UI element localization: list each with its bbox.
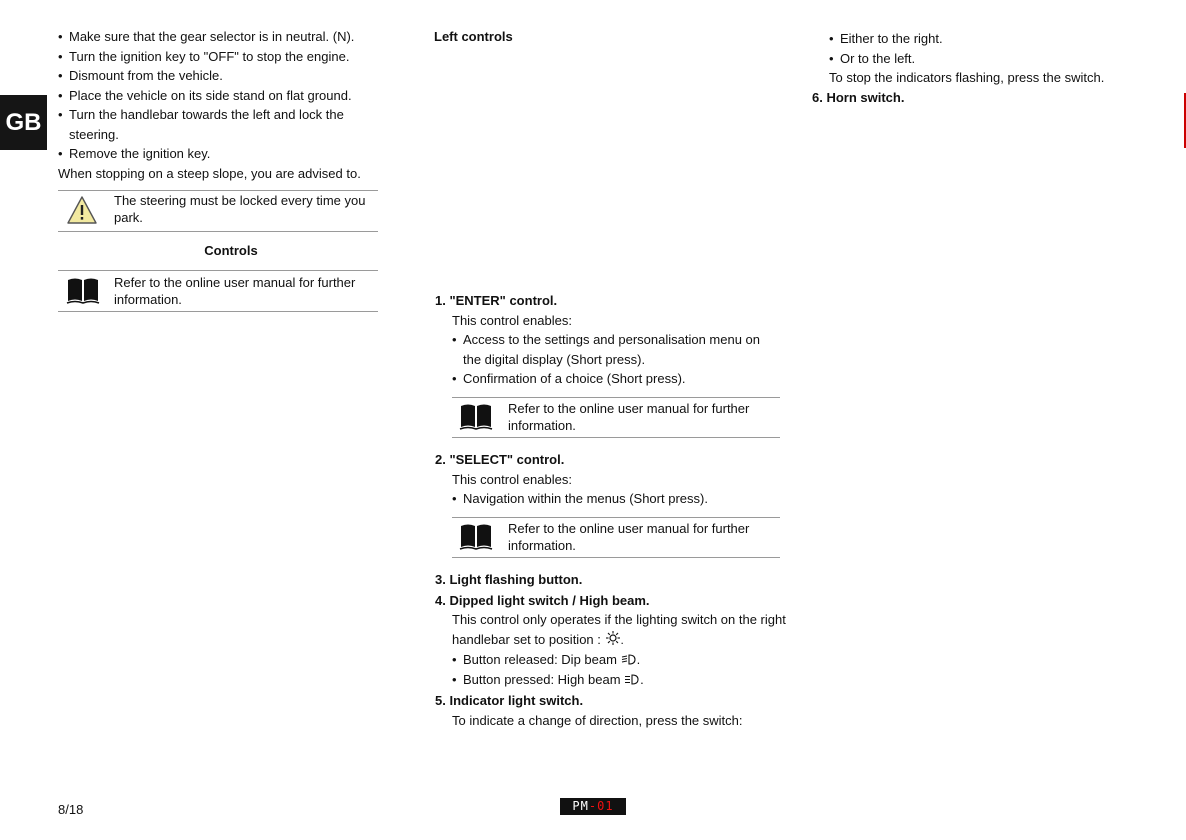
language-tab: GB (0, 95, 47, 150)
manual-note (58, 270, 378, 312)
item-3-title: 3. Light flashing button. (435, 572, 583, 587)
warning-text: The steering must be locked every time you park. (114, 193, 366, 225)
left-controls-heading: Left controls (434, 29, 513, 44)
item-6-title: 6. Horn switch. (812, 89, 905, 105)
open-book-icon (66, 277, 100, 311)
page-edge-marker (1184, 93, 1186, 148)
list-item: • Either to the right. (829, 29, 1152, 49)
item-4-text-content: This control only operates if the lighting switch on the right handlebar set to position : (452, 612, 786, 647)
list-item: • Turn the ignition key to "OFF" to stop the engine. (58, 47, 388, 67)
item-5-title: 5. Indicator light switch. (435, 693, 584, 708)
column-1 (58, 27, 388, 183)
item-2-list (435, 489, 787, 509)
item-1-intro: This control enables: (452, 312, 572, 328)
item-4-list (435, 650, 787, 689)
list-item: • Make sure that the gear selector is in neutral. (N). (58, 27, 388, 47)
list-item: • Dismount from the vehicle. (58, 66, 388, 86)
pressed-text: Button pressed: High beam (463, 671, 621, 687)
item-2-title: 2. "SELECT" control. (435, 452, 565, 467)
item-2-intro: This control enables: (452, 471, 572, 487)
list-item (452, 670, 787, 690)
list-item: • Access to the settings and personalisation menu on the digital display (Short press). (452, 330, 787, 369)
item-4-text (435, 610, 787, 650)
item-2 (435, 450, 787, 509)
column-2 (435, 291, 787, 389)
indicator-directions (812, 29, 1152, 68)
manual-note-text: Refer to the online user manual for further information. (114, 275, 356, 307)
open-book-icon (459, 523, 493, 557)
open-book-icon (459, 403, 493, 437)
sun-icon: . (605, 633, 624, 647)
list-item: • Confirmation of a choice (Short press). (452, 369, 787, 389)
list-item: • Place the vehicle on its side stand on flat ground. (58, 86, 388, 106)
stop-indicator-text: To stop the indicators flashing, press the switch. (829, 70, 1105, 85)
item-5-text: To indicate a change of direction, press the switch: (452, 712, 743, 728)
list-item: • Remove the ignition key. (58, 144, 388, 164)
logo-text-a: PM (572, 799, 589, 813)
stopping-steps (58, 27, 388, 164)
controls-heading: Controls (204, 243, 258, 258)
released-text: Button released: Dip beam (463, 652, 617, 667)
item-1-list (435, 330, 787, 389)
slope-text: When stopping on a steep slope, you are advised to. (58, 165, 361, 181)
warning-note (58, 190, 378, 232)
column-3 (812, 29, 1152, 107)
item-4-title: 4. Dipped light switch / High beam. (435, 592, 650, 608)
list-item: • Or to the left. (829, 49, 1152, 69)
list-item: • Turn the handlebar towards the left and lock the steering. (58, 105, 388, 144)
page-number: 8/18 (58, 802, 84, 817)
manual-note-1 (452, 397, 780, 438)
list-item (452, 650, 787, 670)
item-1-title: 1. "ENTER" control. (435, 293, 558, 308)
manual-note-2 (452, 517, 780, 558)
manual-note-text: Refer to the online user manual for further information. (508, 521, 750, 553)
headlamp-icon: . (624, 672, 644, 687)
warning-triangle-icon (66, 195, 98, 231)
logo-text-b: 01 (597, 799, 614, 813)
manual-note-text: Refer to the online user manual for further information. (508, 401, 750, 433)
brand-logo (560, 798, 626, 815)
list-item: • Navigation within the menus (Short press). (452, 489, 787, 509)
items-3-5 (435, 570, 787, 730)
logo-separator: - (588, 799, 598, 813)
headlamp-icon: . (621, 652, 641, 667)
